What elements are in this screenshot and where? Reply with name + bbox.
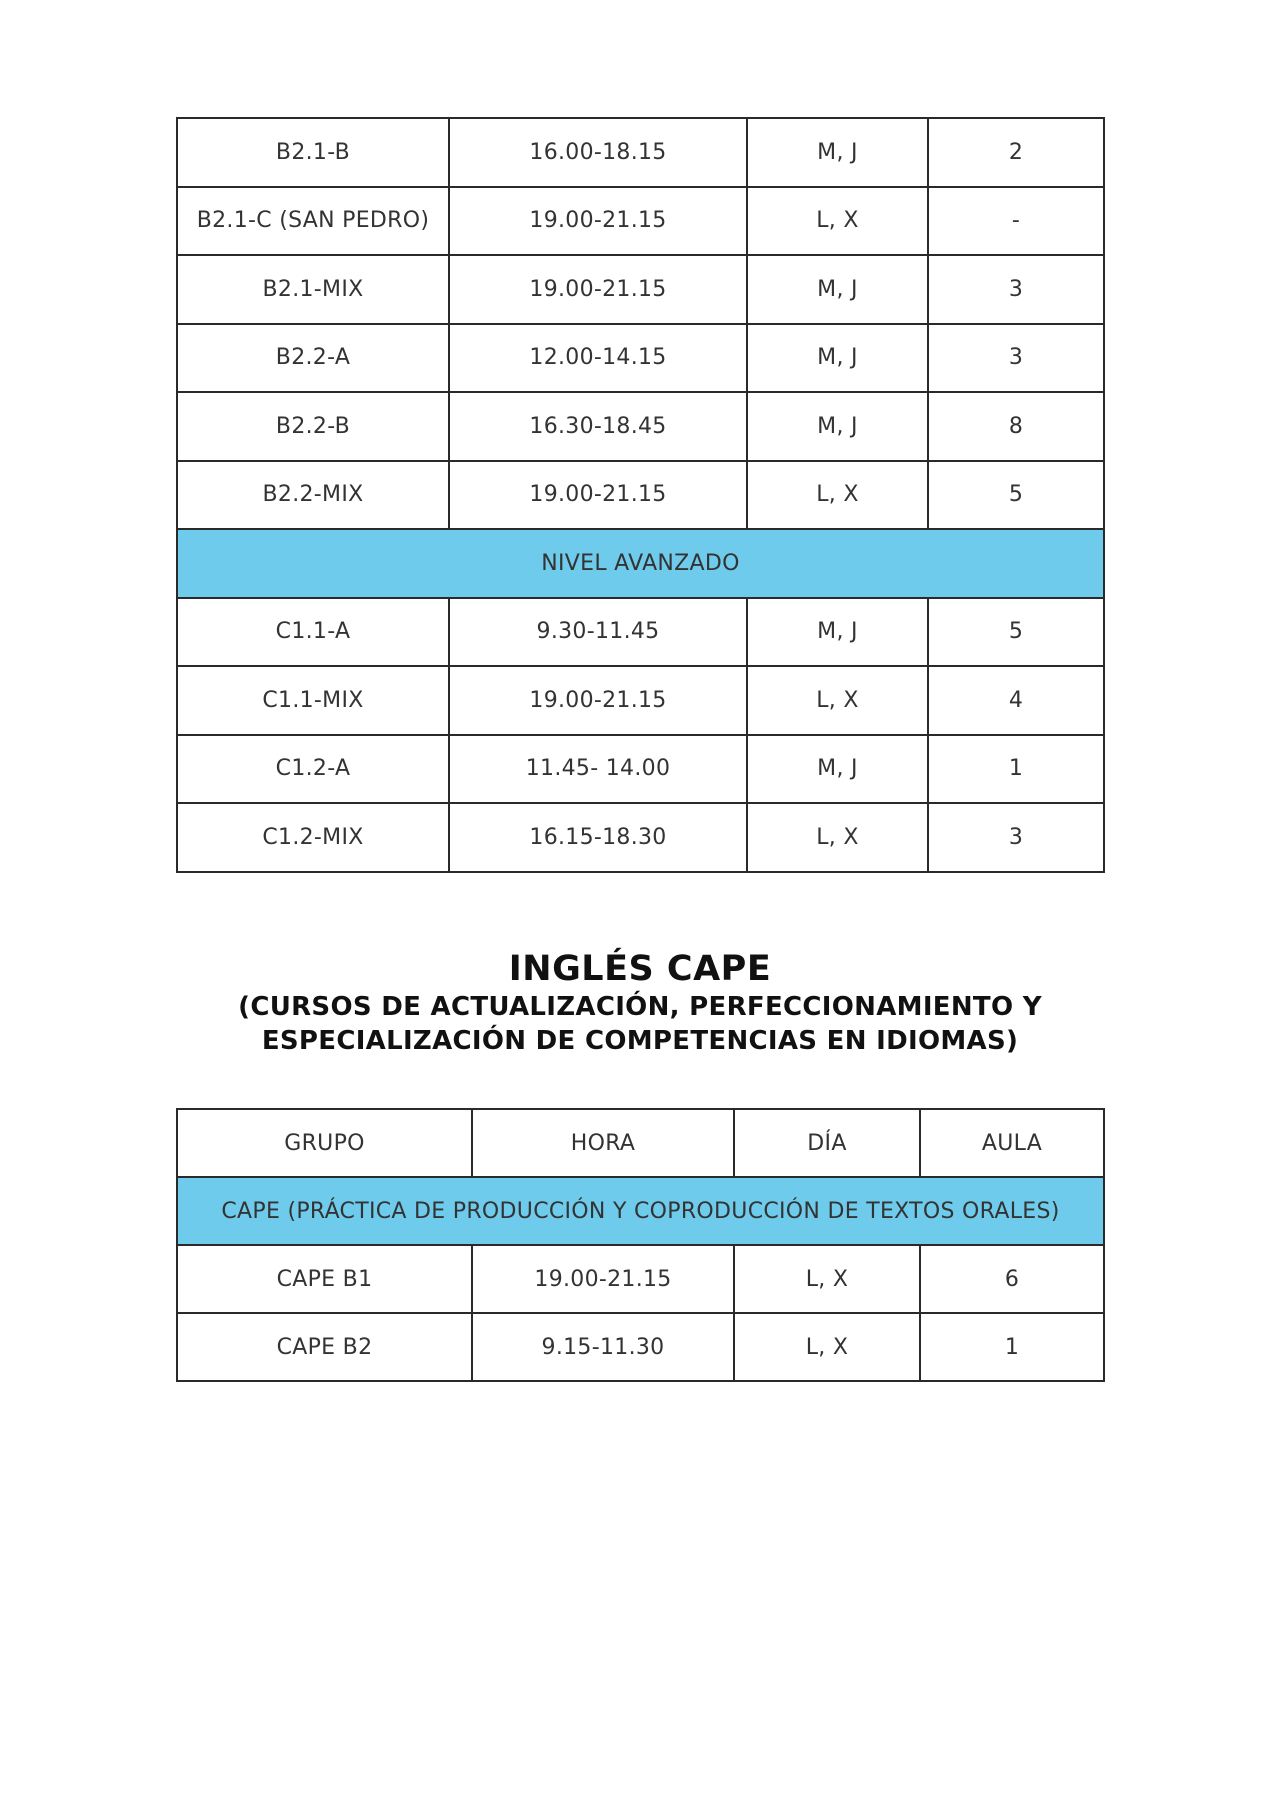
cell-aula: 3: [928, 803, 1104, 872]
subtitle-line-1: (CURSOS DE ACTUALIZACIÓN, PERFECCIONAMIENTO Y: [238, 992, 1042, 1022]
table-header-row: [177, 1109, 1104, 1177]
table-row: [177, 666, 1104, 735]
header-dia: DÍA: [734, 1109, 920, 1177]
table-row: [177, 392, 1104, 461]
cell-grupo: B2.1-MIX: [177, 255, 449, 324]
cell-aula: 6: [920, 1245, 1104, 1313]
cell-grupo: C1.1-MIX: [177, 666, 449, 735]
cell-hora: 19.00-21.15: [449, 255, 747, 324]
table-row: [177, 461, 1104, 530]
cell-hora: 16.00-18.15: [449, 118, 747, 187]
cell-hora: 16.30-18.45: [449, 392, 747, 461]
cell-aula: -: [928, 187, 1104, 256]
cell-aula: 4: [928, 666, 1104, 735]
cell-grupo: B2.1-B: [177, 118, 449, 187]
cell-dia: L, X: [747, 461, 928, 530]
cape-title-block: [0, 948, 1280, 1058]
cell-grupo: B2.2-MIX: [177, 461, 449, 530]
header-hora: HORA: [472, 1109, 734, 1177]
cell-aula: 3: [928, 255, 1104, 324]
header-grupo: GRUPO: [177, 1109, 472, 1177]
cell-dia: M, J: [747, 392, 928, 461]
cell-dia: L, X: [734, 1245, 920, 1313]
cell-grupo: CAPE B2: [177, 1313, 472, 1381]
header-aula: AULA: [920, 1109, 1104, 1177]
cell-dia: M, J: [747, 735, 928, 804]
cell-grupo: CAPE B1: [177, 1245, 472, 1313]
cell-hora: 9.15-11.30: [472, 1313, 734, 1381]
section-label-nivel-avanzado: NIVEL AVANZADO: [177, 529, 1104, 598]
cell-aula: 1: [920, 1313, 1104, 1381]
cell-dia: M, J: [747, 324, 928, 393]
table-row: [177, 187, 1104, 256]
table-row: [177, 803, 1104, 872]
section-header-row: [177, 529, 1104, 598]
section-header-row: [177, 1177, 1104, 1245]
table-row: [177, 118, 1104, 187]
schedule-table: [176, 117, 1105, 873]
cell-hora: 19.00-21.15: [472, 1245, 734, 1313]
cell-aula: 5: [928, 598, 1104, 667]
cell-aula: 5: [928, 461, 1104, 530]
cell-hora: 12.00-14.15: [449, 324, 747, 393]
cell-aula: 2: [928, 118, 1104, 187]
cell-dia: L, X: [747, 666, 928, 735]
cell-dia: L, X: [747, 187, 928, 256]
cell-hora: 11.45- 14.00: [449, 735, 747, 804]
page-title: INGLÉS CAPE: [508, 949, 772, 989]
cell-grupo: B2.2-B: [177, 392, 449, 461]
cell-grupo: B2.1-C (SAN PEDRO): [177, 187, 449, 256]
table-row: [177, 1313, 1104, 1381]
table-row: [177, 324, 1104, 393]
cell-hora: 19.00-21.15: [449, 666, 747, 735]
cell-aula: 1: [928, 735, 1104, 804]
cell-hora: 19.00-21.15: [449, 187, 747, 256]
table-row: [177, 598, 1104, 667]
table-row: [177, 1245, 1104, 1313]
cell-dia: M, J: [747, 118, 928, 187]
cell-hora: 16.15-18.30: [449, 803, 747, 872]
cell-grupo: B2.2-A: [177, 324, 449, 393]
cell-hora: 19.00-21.15: [449, 461, 747, 530]
cell-aula: 3: [928, 324, 1104, 393]
cape-table: [176, 1108, 1105, 1382]
table-row: [177, 255, 1104, 324]
table-row: [177, 735, 1104, 804]
cell-grupo: C1.2-A: [177, 735, 449, 804]
cell-grupo: C1.2-MIX: [177, 803, 449, 872]
cell-dia: L, X: [747, 803, 928, 872]
cell-dia: L, X: [734, 1313, 920, 1381]
cell-dia: M, J: [747, 255, 928, 324]
cell-grupo: C1.1-A: [177, 598, 449, 667]
cell-aula: 8: [928, 392, 1104, 461]
section-label-cape: CAPE (PRÁCTICA DE PRODUCCIÓN Y COPRODUCCIÓN DE TEXTOS ORALES): [177, 1177, 1104, 1245]
cell-dia: M, J: [747, 598, 928, 667]
cell-hora: 9.30-11.45: [449, 598, 747, 667]
subtitle-line-2: ESPECIALIZACIÓN DE COMPETENCIAS EN IDIOMAS): [261, 1026, 1019, 1056]
